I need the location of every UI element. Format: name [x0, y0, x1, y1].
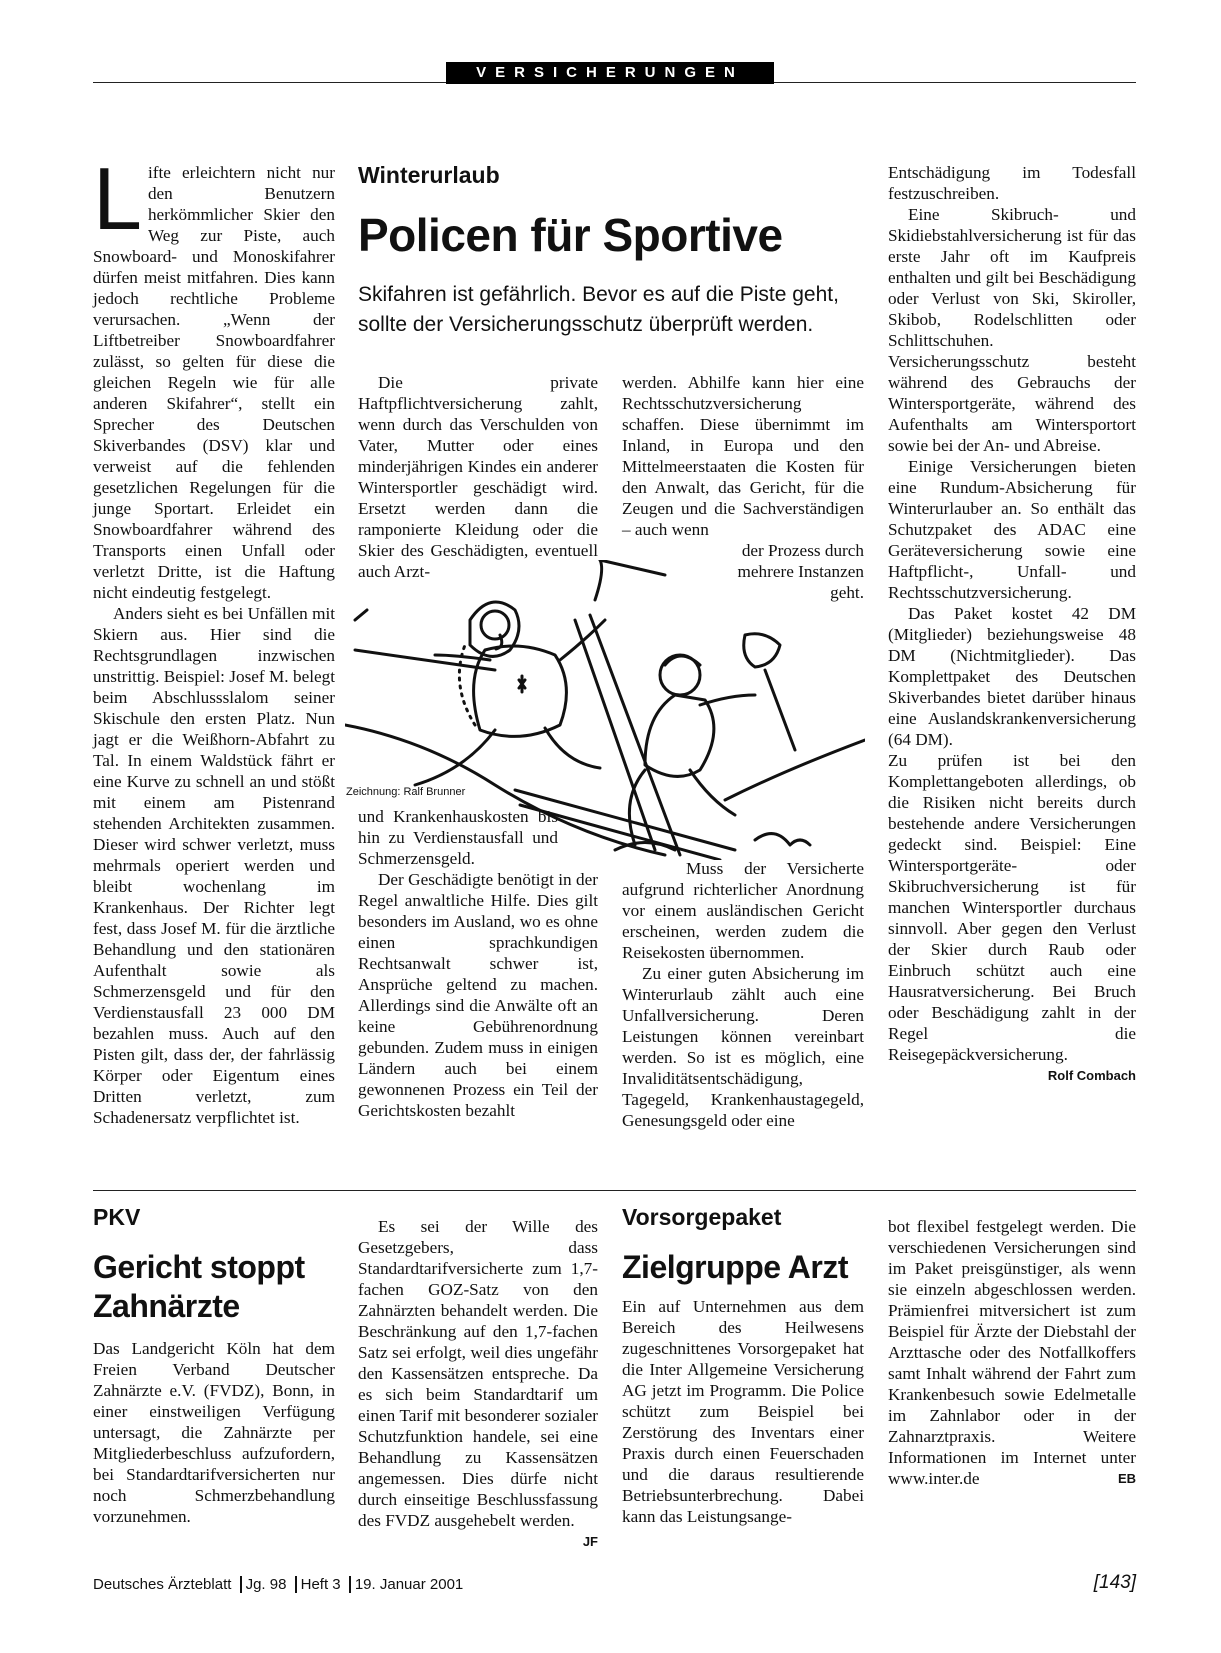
article1-col4-text-3c: Zu prüfen ist bei den Komplettangeboten allerdings, ob die Risiken nicht bereits durch bestehende andere Versicherungen gedeckt sind. Beispiel: Eine Wintersportgeräte- oder Skibruchversicherung ist für manchen Wintersportler durchaus sinnvoll. Aber gegen den Verlust der Skier durch Raub oder Einbruch schützt auch eine Hausratversicherung. Bei Bruch oder Beschädigung zahlt in der Regel die Reisegepäckversicherung.: [888, 751, 1136, 1064]
article1-col3-top-paragraph: werden. Abhilfe kann hier eine Rechtsschutzversicherung schaffen. Diese übernimmt im Inland, in Europa und den Mittelmeerstaaten die Kosten für den Anwalt, das Gericht, für die Zeugen und die Sachverständigen – auch wenn: [622, 373, 864, 539]
article2-col2-text: Es sei der Wille des Gesetzgebers, dass Standardtarifversicherte zum 1,7-fachen GOZ-Satz von den Zahnärzten behandelt werden. Die Beschränkung auf den 1,7-fachen Satz sei erfolgt, weil dies ungefähr den Kassensätzen entspreche. Da es sich beim Standardtarif um einen Tarif mit besonderer sozialer Schutzfunktion handele, sei eine Behandlung zu Kassensätzen angemessen. Dies dürfe nicht durch einseitige Beschlussfassung des FVDZ ausgehebelt werden.: [358, 1217, 598, 1530]
article1-col4-paragraph-3b: Das Paket kostet 42 DM (Mitglieder) beziehungsweise 48 DM (Nichtmitglieder). Das Komplettpaket des Deutschen Skiverbandes bietet darüber hinaus eine Auslandskrankenversicherung (64 DM).: [888, 604, 1136, 749]
article1-kicker: Winterurlaub: [358, 162, 500, 188]
section-tag: VERSICHERUNGEN: [446, 62, 774, 84]
article1-col4-paragraph-1: Entschädigung im Todesfall festzuschreiben.: [888, 163, 1136, 203]
article1-column-2-bottom: [358, 806, 598, 1121]
article1-col3-bottom-paragraph-2: Zu einer guten Absicherung im Winterurlaub zählt auch eine Unfallversicherung. Deren Leistungen können vereinbart werden. So ist es möglich, eine Invaliditätsentschädigung, Tagegeld, Krankenhaustagegeld, Genesungsgeld oder eine: [622, 964, 864, 1130]
article2-headline-line1: Gericht stoppt: [93, 1249, 305, 1285]
article1-col4-paragraph-3a: Einige Versicherungen bieten eine Rundum-Absicherung für Winterurlauber an. So enthält das Schutzpaket des ADAC eine Geräteversicherung sowie eine Haftpflicht-, Unfall- und Rechtsschutzversicherung.: [888, 457, 1136, 602]
article3-kicker: Vorsorgepaket: [622, 1204, 782, 1230]
article1-col2-top-paragraph: Die private Haftpflichtversicherung zahlt, wenn durch das Verschulden von Vater, Mutter oder eines minderjährigen Kindes ein anderer Wintersportler geschädigt wird. Ersetzt werden dann die ramponierte Kleidung oder die Skier des Geschädigten, eventuell auch Arzt-: [358, 373, 598, 581]
article2-col2-paragraph: [358, 1216, 598, 1549]
article1-col2-bottom-paragraph-1: und Krankenhauskosten bis hin zu Verdienstausfall und Schmerzensgeld.: [358, 807, 558, 868]
article1-column-1: [93, 149, 335, 1128]
article2-author: JF: [582, 1534, 598, 1549]
article3-col2-paragraph: [888, 1216, 1136, 1489]
footer-issue: Heft 3: [300, 1576, 341, 1593]
footer-date: 19. Januar 2001: [354, 1576, 464, 1593]
article3-column-2: [888, 1216, 1136, 1489]
article2-headline-line2: Zahnärzte: [93, 1288, 240, 1324]
article2-column-2: [358, 1216, 598, 1552]
article1-headline: Policen für Sportive: [358, 209, 783, 261]
article1-col2-bottom-paragraph-2: Der Geschädigte benötigt in der Regel anwaltliche Hilfe. Dies gilt besonders im Ausland, wo es ohne einen sprachkundigen Rechtsanwalt schwer ist, Ansprüche geltend zu machen. Allerdings sind die Anwälte oft an keine Gebührenordnung gebunden. Zudem muss in einigen Ländern auch bei einem gewonnenen Prozess ein Teil der Gerichtskosten bezahlt: [358, 870, 598, 1120]
section-divider: [93, 1190, 1136, 1191]
footer-separator: [295, 1576, 297, 1593]
article1-column-3-bottom: [622, 858, 864, 1131]
article2-col1-paragraph: Das Landgericht Köln hat dem Freien Verband Deutscher Zahnärzte e.V. (FVDZ), Bonn, in einer einstweiligen Verfügung untersagt, die Zahnärzte per Mitgliederbeschluss aufzufordern, bei Standardtarifversicherten nur noch Schmerzbehandlung vorzunehmen.: [93, 1339, 335, 1526]
article1-dek: Skifahren ist gefährlich. Bevor es auf die Piste geht, sollte der Versicherungsschutz überprüft werden.: [358, 283, 839, 336]
article3-col1-paragraph: Ein auf Unternehmen aus dem Bereich des Heilwesens zugeschnittenes Vorsorgepaket hat die Inter Allgemeine Versicherung AG jetzt im Programm. Die Police schützt zum Beispiel bei Zerstörung des Inventars einer Praxis durch einen Feuerschaden und die daraus resultierende Betriebsunterbrechung. Dabei kann das Leistungsange-: [622, 1297, 864, 1526]
footer-journal: Deutsches Ärzteblatt: [93, 1576, 232, 1593]
dropcap: L: [93, 149, 142, 248]
article3-headline: Zielgruppe Arzt: [622, 1249, 848, 1285]
article1-col1-paragraph-2: Anders sieht es bei Unfällen mit Skiern aus. Hier sind die Rechtsgrundlagen inzwischen unstrittig. Beispiel: Josef M. belegt beim Abschlussslalom seiner Skischule den ersten Platz. Nun jagt er die Weißhorn-Abfahrt zu Tal. In einem Waldstück fährt er eine Kurve zu schnell an und stößt mit einem am Pistenrand stehenden Architekten zusammen. Dieser wird schwer verletzt, muss mehrmals operiert werden und bleibt wochenlang im Krankenhaus. Der Richter legt fest, dass Josef M. für die ärztliche Behandlung und den stationären Aufenthalt sowie als Schmerzensgeld und für den Verdienstausfall 23 000 DM bezahlen muss. Auch auf den Pisten gilt, dass der, der fahrlässig Körper oder Eigentum eines Dritten verletzt, zum Schadenersatz verpflichtet ist.: [93, 604, 335, 1127]
article1-col4-paragraph-2: Eine Skibruch- und Skidiebstahlversicherung ist für das erste Jahr oft im Kaufpreis enthalten und gilt bei Beschädigung oder Verlust von Ski, Skiroller, Skibob, Rodelschlitten oder Schlittschuhen. Versicherungsschutz besteht während des Gebrauchs der Wintersportgeräte, während des Aufenthalts am Wintersportort sowie bei der An- und Abreise.: [888, 205, 1136, 455]
article2-kicker: PKV: [93, 1204, 141, 1230]
article3-author: EB: [1117, 1471, 1136, 1486]
article1-column-3-top: [622, 372, 864, 540]
page-number: [143]: [1093, 1572, 1136, 1593]
article1-column-2-top: [358, 372, 598, 582]
article1-col1-paragraph-1: ifte erleichtern nicht nur den Benutzern herkömmlicher Skier den Weg zur Piste, auch Snowboard- und Monoskifahrer dürfen meist mitfahren. Dies kann jedoch rechtliche Probleme verursachen. „Wenn der Liftbetreiber Snowboardfahrer zulässt, so gelten für diese die gleichen Regeln wie für alle anderen Skifahrer“, stellt ein Sprecher des Deutschen Skiverbandes (DSV) klar und verweist auf die fehlenden gesetzlichen Regelungen für die junge Sportart. Erleidet ein Snowboardfahrer während des Transports einen Unfall oder verletzt Dritte, ist die Haftung nicht eindeutig festgelegt.: [93, 163, 335, 602]
footer: [93, 1576, 463, 1593]
footer-separator: [349, 1576, 351, 1593]
article1-col4-paragraph-3c: [888, 750, 1136, 1083]
article3-column-1: [622, 1296, 864, 1527]
illustration-credit: Zeichnung: Ralf Brunner: [346, 786, 466, 798]
article2-column-1: [93, 1338, 335, 1527]
footer-volume: Jg. 98: [245, 1576, 287, 1593]
article1-col3-bottom-paragraph-1: Muss der Versicherte aufgrund richterlicher Anordnung vor einem ausländischen Gericht erscheinen, werden zudem die Reisekosten übernommen.: [622, 859, 864, 962]
article1-column-4: [888, 162, 1136, 1086]
article3-col2-text: bot flexibel festgelegt werden. Die verschiedenen Versicherungen sind im Paket preisgünstiger, als wenn sie einzeln abgeschlossen werden. Prämienfrei mitversichert ist zum Beispiel für Ärzte der Diebstahl der Arzttasche oder des Notfallkoffers samt Inhalt während der Fahrt zum Krankenbesuch sowie Edelmetalle im Zahnlabor oder in der Zahnarztpraxis. Weitere Informationen im Internet unter www.inter.de: [888, 1217, 1136, 1488]
article1-col3-wrap-text: der Prozess durch mehrere Instanzen geht.: [737, 541, 864, 602]
article1-author: Rolf Combach: [1047, 1068, 1136, 1083]
footer-separator: [240, 1576, 242, 1593]
